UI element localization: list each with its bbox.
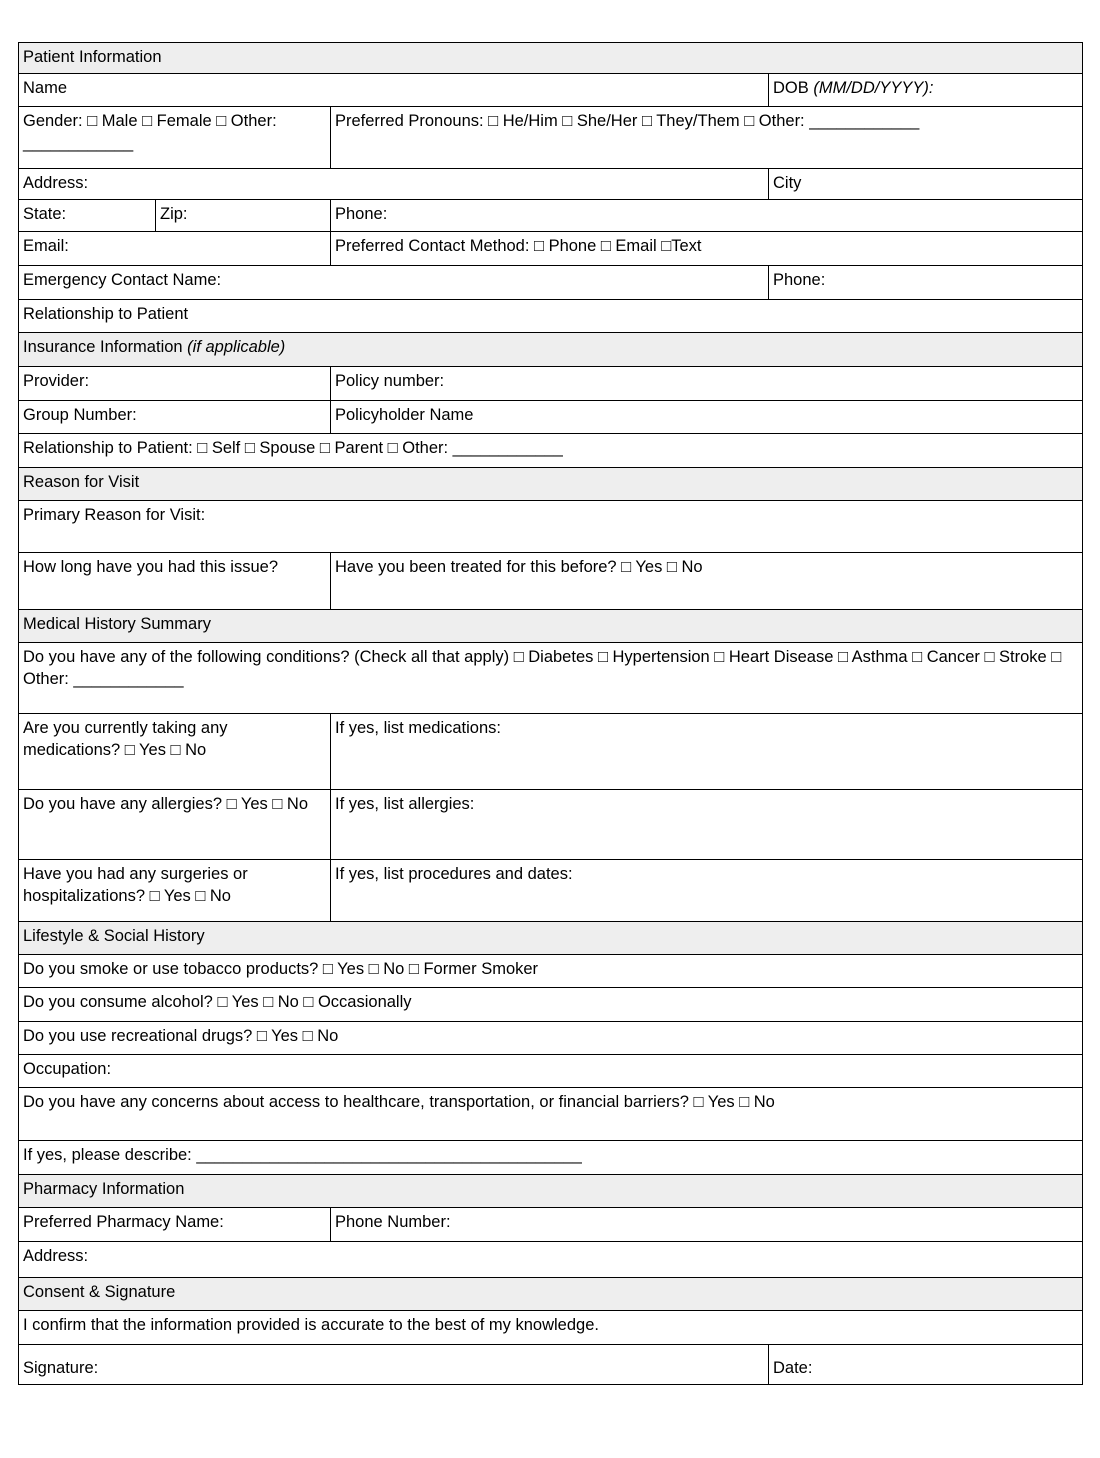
dob-format-label: (MM/DD/YYYY): [813, 79, 934, 97]
pharmacy-name-label: Preferred Pharmacy Name: [23, 1212, 224, 1231]
date-field[interactable] [769, 1344, 1083, 1384]
group-number-field[interactable] [19, 400, 331, 433]
allergies-question-label: Do you have any allergies? □ Yes □ No [23, 794, 309, 813]
phone-label: Phone: [335, 204, 388, 223]
address-field[interactable] [19, 169, 769, 200]
consent-statement [19, 1310, 1083, 1344]
concerns-describe-field[interactable] [19, 1140, 1083, 1174]
primary-reason-field[interactable] [19, 500, 1083, 552]
surgeries-list-label: If yes, list procedures and dates: [335, 864, 573, 883]
policyholder-name-field[interactable] [331, 400, 1083, 433]
gender-field[interactable] [19, 107, 331, 169]
surgeries-question-field[interactable] [19, 859, 331, 921]
section-header-label: Insurance Information [23, 337, 188, 356]
policy-number-label: Policy number: [335, 371, 445, 390]
medications-list-label: If yes, list medications: [335, 718, 501, 737]
policyholder-name-label: Policyholder Name [335, 405, 474, 424]
access-concerns-field[interactable] [19, 1087, 1083, 1140]
allergies-question-field[interactable] [19, 789, 331, 859]
insurance-relationship-label: Relationship to Patient: □ Self □ Spouse □ Parent □ Other: ____________ [23, 438, 563, 457]
section-header-note: (if applicable) [187, 337, 286, 356]
dob-field[interactable] [769, 74, 1083, 107]
address-label: Address: [23, 174, 89, 192]
pharmacy-phone-field[interactable] [331, 1207, 1083, 1241]
drugs-question-field[interactable] [19, 1021, 1083, 1054]
issue-duration-field[interactable] [19, 552, 331, 609]
email-field[interactable] [19, 231, 331, 265]
treated-before-field[interactable] [331, 552, 1083, 609]
relationship-to-patient-label: Relationship to Patient [23, 304, 189, 323]
pharmacy-name-field[interactable] [19, 1207, 331, 1241]
section-header-label: Reason for Visit [23, 472, 140, 491]
section-header-pharmacy-information [19, 1174, 1083, 1207]
pharmacy-address-field[interactable] [19, 1241, 1083, 1277]
contact-method-label: Preferred Contact Method: □ Phone □ Email □Text [335, 236, 702, 255]
alcohol-question-label: Do you consume alcohol? □ Yes □ No □ Occasionally [23, 992, 412, 1011]
city-label: City [773, 174, 802, 192]
date-label: Date: [773, 1359, 813, 1377]
allergies-list-label: If yes, list allergies: [335, 794, 475, 813]
section-header-medical-history [19, 609, 1083, 642]
conditions-field[interactable] [19, 642, 1083, 713]
insurance-relationship-field[interactable] [19, 433, 1083, 467]
section-header-label: Patient Information [23, 48, 162, 66]
smoke-question-field[interactable] [19, 954, 1083, 987]
zip-label: Zip: [160, 204, 188, 223]
relationship-to-patient-field[interactable] [19, 299, 1083, 332]
insurance-provider-label: Provider: [23, 371, 90, 390]
section-header-consent-signature [19, 1277, 1083, 1310]
pronouns-field[interactable] [331, 107, 1083, 169]
section-header-label: Medical History Summary [23, 614, 211, 633]
medications-question-label: Are you currently taking any medications? □ Yes □ No [23, 718, 228, 759]
contact-method-field[interactable] [331, 231, 1083, 265]
group-number-label: Group Number: [23, 405, 137, 424]
email-label: Email: [23, 236, 69, 255]
emergency-contact-phone-label: Phone: [773, 270, 826, 289]
issue-duration-label: How long have you had this issue? [23, 557, 278, 576]
drugs-question-label: Do you use recreational drugs? □ Yes □ No [23, 1026, 339, 1045]
surgeries-list-field[interactable] [331, 859, 1083, 921]
section-header-label: Pharmacy Information [23, 1179, 185, 1198]
zip-field[interactable] [156, 199, 331, 231]
section-header-label: Lifestyle & Social History [23, 926, 205, 945]
surgeries-question-label: Have you had any surgeries or hospitalizations? □ Yes □ No [23, 864, 248, 905]
concerns-describe-label: If yes, please describe: __________________________________________ [23, 1145, 582, 1164]
signature-label: Signature: [23, 1359, 99, 1377]
signature-field[interactable] [19, 1344, 769, 1384]
insurance-provider-field[interactable] [19, 366, 331, 400]
emergency-contact-name-label: Emergency Contact Name: [23, 270, 222, 289]
state-label: State: [23, 204, 67, 223]
treated-before-label: Have you been treated for this before? □ Yes □ No [335, 557, 703, 576]
name-label: Name [23, 79, 68, 97]
pharmacy-address-label: Address: [23, 1246, 89, 1265]
smoke-question-label: Do you smoke or use tobacco products? □ Yes □ No □ Former Smoker [23, 959, 539, 978]
conditions-label: Do you have any of the following conditions? (Check all that apply) □ Diabetes □ Hypertension □ Heart Disease □ Asthma □ Cancer □ Stroke □ Other: ____________ [23, 647, 1062, 688]
occupation-field[interactable] [19, 1054, 1083, 1087]
section-header-reason-for-visit [19, 467, 1083, 500]
state-field[interactable] [19, 199, 156, 231]
allergies-list-field[interactable] [331, 789, 1083, 859]
policy-number-field[interactable] [331, 366, 1083, 400]
primary-reason-label: Primary Reason for Visit: [23, 505, 206, 524]
medications-list-field[interactable] [331, 713, 1083, 789]
patient-intake-form [18, 42, 1083, 1385]
pronouns-label: Preferred Pronouns: □ He/Him □ She/Her □ They/Them □ Other: ____________ [335, 112, 920, 130]
access-concerns-label: Do you have any concerns about access to healthcare, transportation, or financial barriers? □ Yes □ No [23, 1092, 775, 1111]
dob-label: DOB [773, 79, 814, 97]
section-header-label: Consent & Signature [23, 1282, 176, 1301]
consent-statement-label: I confirm that the information provided is accurate to the best of my knowledge. [23, 1315, 599, 1334]
section-header-lifestyle [19, 921, 1083, 954]
alcohol-question-field[interactable] [19, 987, 1083, 1021]
pharmacy-phone-label: Phone Number: [335, 1212, 451, 1231]
section-header-patient-information [19, 43, 1083, 74]
name-field[interactable] [19, 74, 769, 107]
medications-question-field[interactable] [19, 713, 331, 789]
emergency-contact-name-field[interactable] [19, 265, 769, 299]
document-page [0, 42, 1100, 1458]
occupation-label: Occupation: [23, 1059, 112, 1078]
emergency-contact-phone-field[interactable] [769, 265, 1083, 299]
section-header-insurance-information [19, 332, 1083, 366]
phone-field[interactable] [331, 199, 1083, 231]
gender-label: Gender: □ Male □ Female □ Other: ____________ [23, 112, 277, 152]
city-field[interactable] [769, 169, 1083, 200]
